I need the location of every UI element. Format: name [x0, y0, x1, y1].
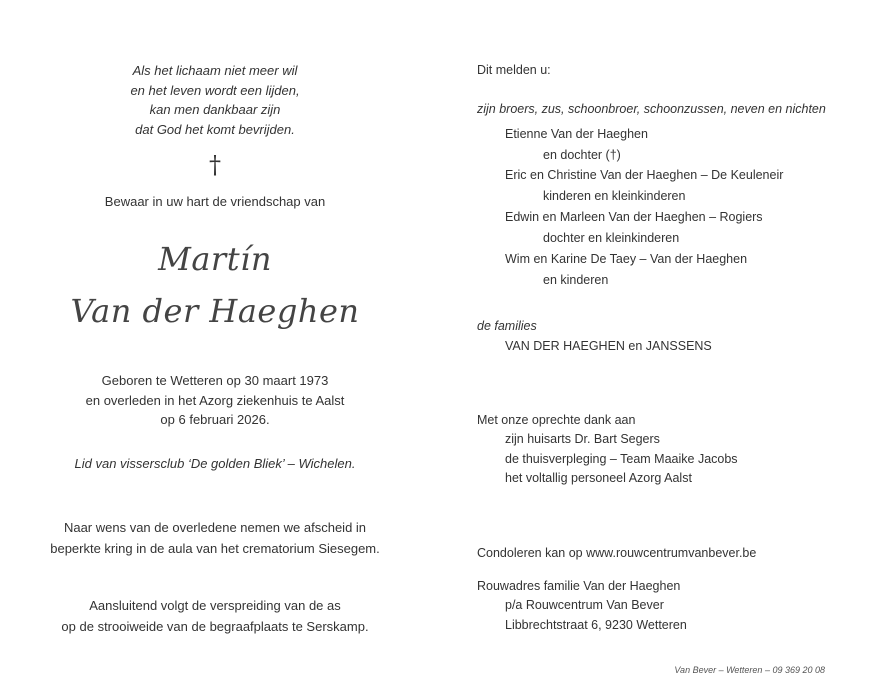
birth-death-info	[0, 371, 430, 430]
poem	[0, 61, 430, 139]
thanks-line: het voltallig personeel Azorg Aalst	[505, 471, 692, 485]
family-line: Etienne Van der Haeghen	[505, 127, 648, 141]
scattering-line: Aansluitend volgt de verspreiding van de as	[89, 598, 341, 613]
family-line: dochter en kleinkinderen	[543, 231, 680, 245]
footer-credit: Van Bever – Wetteren – 09 369 20 08	[674, 665, 825, 675]
family-line: en dochter (†)	[543, 148, 621, 162]
thanks-heading: Met onze oprechte dank aan	[477, 413, 636, 427]
family-line: Eric en Christine Van der Haeghen – De Keuleneir	[505, 168, 784, 182]
family-line: kinderen en kleinkinderen	[543, 189, 686, 203]
birth-line: en overleden in het Azorg ziekenhuis te Aalst	[85, 392, 345, 408]
family-line: en kinderen	[543, 273, 609, 287]
poem-line: Als het lichaam niet meer wil	[132, 63, 298, 78]
family-line: Wim en Karine De Taey – Van der Haeghen	[505, 252, 748, 266]
birth-line: op 6 februari 2026.	[160, 412, 270, 427]
siblings-heading: zijn broers, zus, schoonbroer, schoonzussen, neven en nichten	[477, 102, 826, 116]
thanks-line: de thuisverpleging – Team Maaike Jacobs	[505, 452, 738, 466]
club-membership: Lid van vissersclub ‘De golden Bliek’ – Wichelen.	[74, 456, 356, 471]
scattering-line: op de strooiweide van de begraafplaats te Serskamp.	[61, 619, 369, 634]
poem-line: en het leven wordt een lijden,	[130, 82, 300, 98]
scattering-info	[0, 595, 430, 637]
birth-line: Geboren te Wetteren op 30 maart 1973	[101, 373, 329, 388]
left-page	[0, 0, 430, 699]
address-line: Libbrechtstraat 6, 9230 Wetteren	[505, 618, 687, 632]
poem-line: dat God het komt bevrijden.	[135, 121, 295, 137]
address-heading: Rouwadres familie Van der Haeghen	[477, 579, 681, 593]
cross-icon: †	[209, 151, 221, 179]
deceased-last-name: Van der Haeghen	[70, 292, 360, 330]
family-line: Edwin en Marleen Van der Haeghen – Rogiers	[505, 210, 763, 224]
families-heading: de families	[477, 319, 537, 333]
deceased-first-name: Martín	[158, 240, 272, 278]
intro-text: Bewaar in uw hart de vriendschap van	[104, 194, 326, 209]
farewell-info	[0, 517, 430, 559]
farewell-line: beperkte kring in de aula van het crematorium Siesegem.	[50, 541, 380, 556]
condolences-text: Condoleren kan op www.rouwcentrumvanbever.be	[477, 546, 757, 560]
farewell-line: Naar wens van de overledene nemen we afscheid in	[63, 520, 367, 535]
thanks-line: zijn huisarts Dr. Bart Segers	[505, 432, 660, 446]
families-names: VAN DER HAEGHEN en JANSSENS	[505, 339, 712, 353]
announce-text: Dit melden u:	[477, 63, 551, 77]
poem-line: kan men dankbaar zijn	[149, 102, 281, 117]
address-line: p/a Rouwcentrum Van Bever	[505, 598, 664, 612]
